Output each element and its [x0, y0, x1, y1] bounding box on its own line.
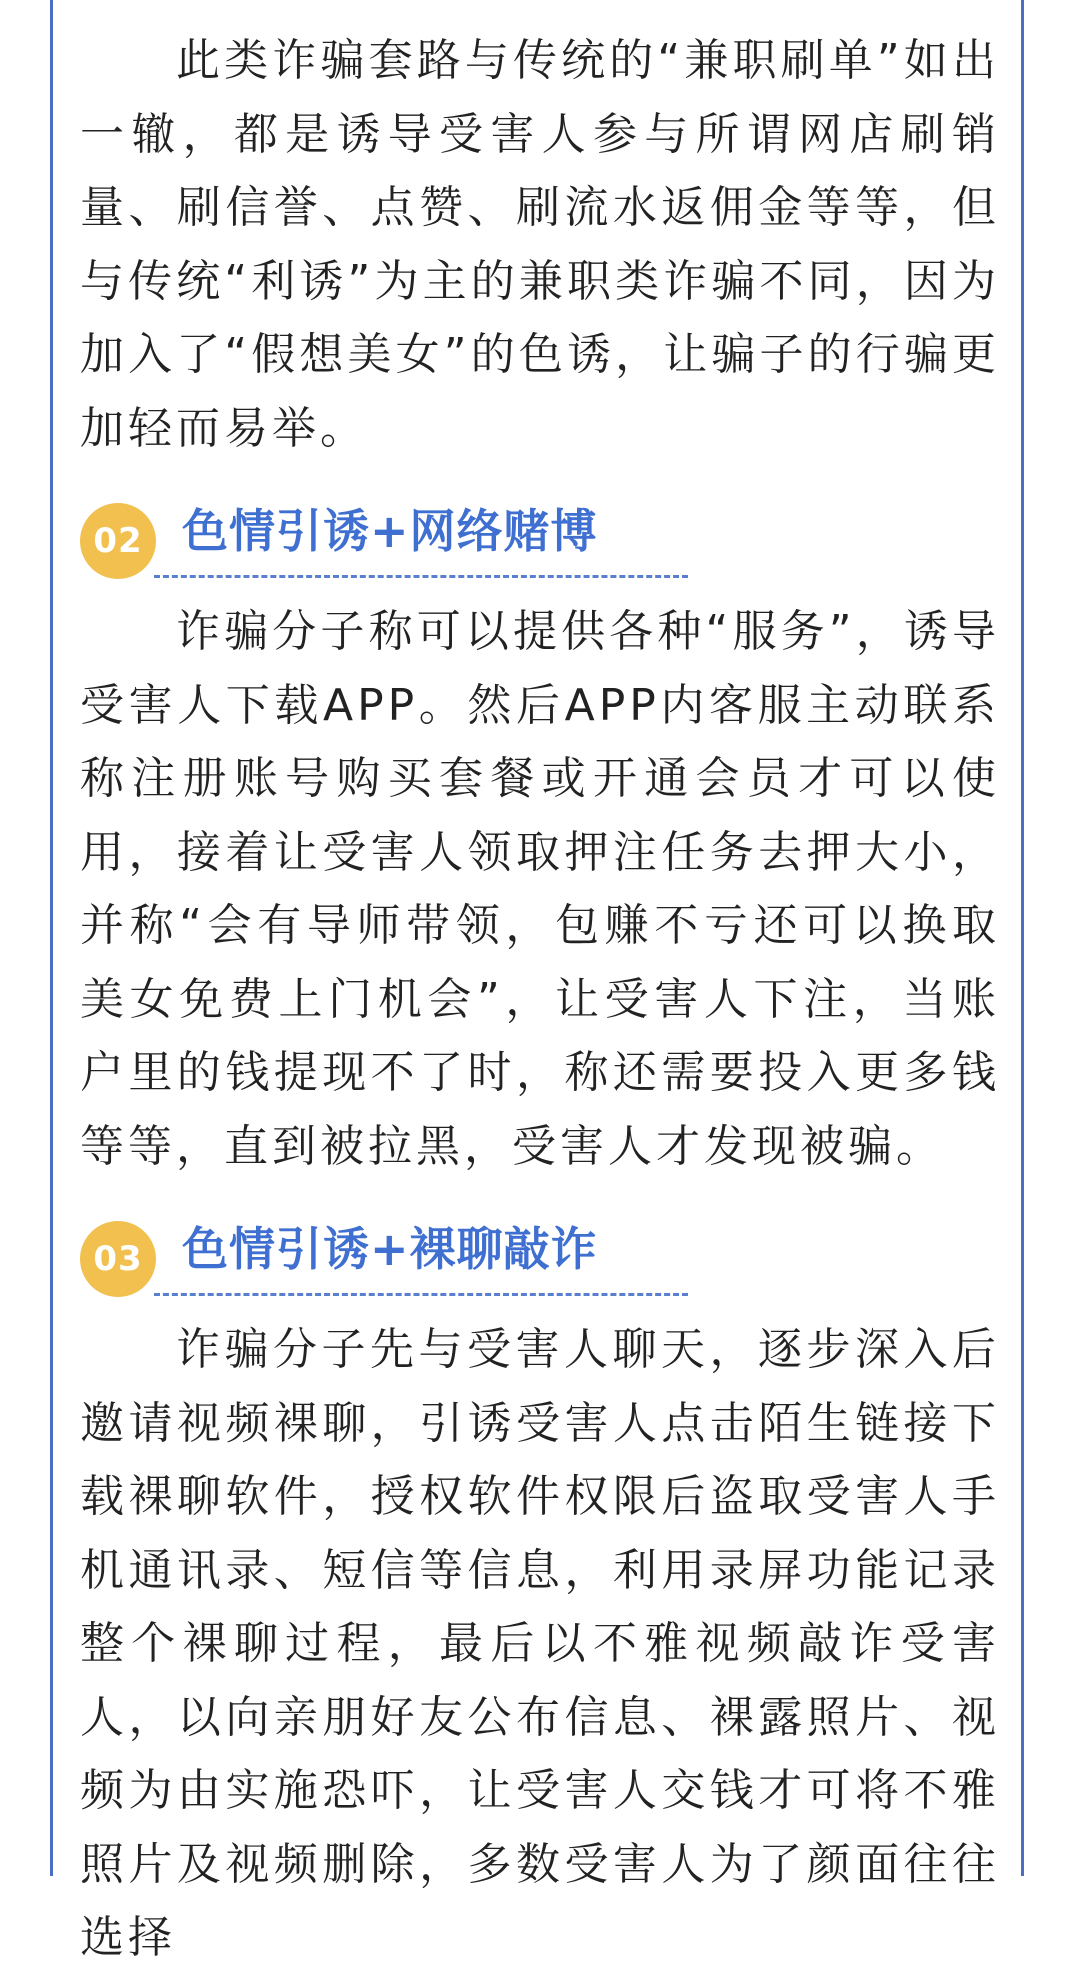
section-title: 色情引诱+裸聊敲诈	[182, 1222, 598, 1276]
section-title: 色情引诱+网络赌博	[182, 504, 598, 558]
paragraph-gambling: 诈骗分子称可以提供各种“服务”，诱导受害人下载APP。然后APP内客服主动联系称注册账号购买套餐或开通会员才可以使用，接着让受害人领取押注任务去押大小，并称“会有导师带领，包赚不亏还可以换取美女免费上门机会”，让受害人下注，当账户里的钱提现不了时，称还需要投入更多钱等等，直到被拉黑，受害人才发现被骗。	[80, 606, 1000, 1172]
section-number-badge: 03	[80, 1221, 156, 1297]
dashed-underline	[154, 575, 688, 578]
article-content	[80, 24, 1000, 1975]
dashed-underline	[154, 1293, 688, 1296]
section-heading-03	[80, 1207, 1000, 1311]
paragraph-extortion: 诈骗分子先与受害人聊天，逐步深入后邀请视频裸聊，引诱受害人点击陌生链接下载裸聊软件，授权软件权限后盗取受害人手机通讯录、短信等信息，利用录屏功能记录整个裸聊过程，最后以不雅视频敲诈受害人，以向亲朋好友公布信息、裸露照片、视频为由实施恐吓，让受害人交钱才可将不雅照片及视频删除，多数受害人为了颜面往往选择	[80, 1324, 1000, 1963]
section-heading-02	[80, 489, 1000, 593]
section-number-badge: 02	[80, 503, 156, 579]
paragraph-intro: 此类诈骗套路与传统的“兼职刷单”如出一辙，都是诱导受害人参与所谓网店刷销量、刷信誉、点赞、刷流水返佣金等等，但与传统“利诱”为主的兼职类诈骗不同，因为加入了“假想美女”的色诱，让骗子的行骗更加轻而易举。	[80, 35, 1000, 454]
